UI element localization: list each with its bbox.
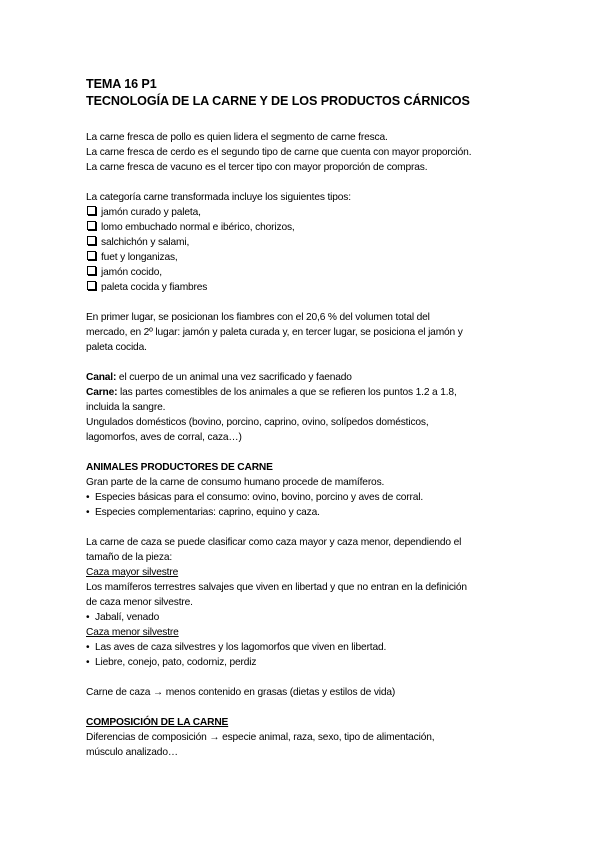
bullet-icon: •	[86, 642, 90, 653]
caza-section	[86, 535, 526, 670]
caza-mayor-line: Los mamíferos terrestres salvajes que viven en libertad y que no entran en la definición	[86, 582, 467, 593]
animales-intro: Gran parte de la carne de consumo humano procede de mamíferos.	[86, 477, 385, 488]
caza-mayor-heading: Caza mayor silvestre	[86, 567, 179, 578]
list-item: salchichón y salami,	[86, 235, 526, 250]
bullet-icon: •	[86, 507, 90, 518]
intro-line: La carne fresca de pollo es quien lidera el segmento de carne fresca.	[86, 132, 388, 143]
transformada-intro: La categoría carne transformada incluye los siguientes tipos:	[86, 192, 351, 203]
carne-label: Carne:	[86, 387, 118, 398]
bullet-icon: •	[86, 492, 90, 503]
posicion-paragraph	[86, 310, 526, 355]
checkbox-icon	[87, 236, 96, 245]
transformada-section	[86, 190, 526, 295]
bullet-icon: •	[86, 657, 90, 668]
posicion-line: En primer lugar, se posicionan los fiambres con el 20,6 % del volumen total del	[86, 312, 430, 323]
checkbox-icon	[87, 266, 96, 275]
checkbox-icon	[87, 206, 96, 215]
canal-text: el cuerpo de un animal una vez sacrificado y faenado	[116, 372, 352, 383]
carne-text: las partes comestibles de los animales a que se refieren los puntos 1.2 a 1.8,	[117, 387, 457, 398]
document-title-line-1: TEMA 16 P1	[86, 77, 157, 91]
list-item: lomo embuchado normal e ibérico, chorizos,	[86, 220, 526, 235]
list-item: • Jabalí, venado	[86, 612, 160, 623]
composicion-line: Diferencias de composición → especie animal, raza, sexo, tipo de alimentación,	[86, 732, 435, 743]
composicion-line: músculo analizado…	[86, 747, 178, 758]
animales-heading: ANIMALES PRODUCTORES DE CARNE	[86, 462, 273, 473]
intro-line: La carne fresca de cerdo es el segundo tipo de carne que cuenta con mayor proporción.	[86, 147, 472, 158]
posicion-line: mercado, en 2º lugar: jamón y paleta curada y, en tercer lugar, se posiciona el jamón y	[86, 327, 463, 338]
canal-definition	[86, 370, 526, 385]
list-item: • Las aves de caza silvestres y los lagomorfos que viven en libertad.	[86, 642, 387, 653]
intro-line: La carne fresca de vacuno es el tercer tipo con mayor proporción de compras.	[86, 162, 428, 173]
list-item: • Especies básicas para el consumo: ovino, bovino, porcino y aves de corral.	[86, 492, 424, 503]
caza-mayor-line: de caza menor silvestre.	[86, 597, 193, 608]
title-block	[86, 76, 526, 110]
definitions-section	[86, 370, 526, 445]
animales-section	[86, 460, 526, 520]
list-item: jamón curado y paleta,	[86, 205, 526, 220]
intro-paragraph	[86, 130, 526, 175]
caza-line: tamaño de la pieza:	[86, 552, 173, 563]
list-item: • Especies complementarias: caprino, equino y caza.	[86, 507, 320, 518]
list-item: jamón cocido,	[86, 265, 526, 280]
document-page	[86, 76, 526, 760]
composicion-heading: COMPOSICIÓN DE LA CARNE	[86, 717, 229, 728]
caza-line: La carne de caza se puede clasificar como caza mayor y caza menor, dependiendo el	[86, 537, 462, 548]
document-title-line-2: TECNOLOGÍA DE LA CARNE Y DE LOS PRODUCTOS CÁRNICOS	[86, 94, 470, 108]
canal-label: Canal:	[86, 372, 117, 383]
list-item: fuet y longanizas,	[86, 250, 526, 265]
caza-menor-heading: Caza menor silvestre	[86, 627, 179, 638]
bullet-icon: •	[86, 612, 90, 623]
checkbox-icon	[87, 251, 96, 260]
ungulados-line: Ungulados domésticos (bovino, porcino, caprino, ovino, solípedos domésticos,	[86, 417, 429, 428]
list-item: • Liebre, conejo, pato, codorniz, perdiz	[86, 657, 257, 668]
composicion-section	[86, 715, 526, 760]
checkbox-icon	[87, 221, 96, 230]
posicion-line: paleta cocida.	[86, 342, 147, 353]
carne-definition	[86, 385, 526, 400]
ungulados-line: lagomorfos, aves de corral, caza…)	[86, 432, 242, 443]
carne-definition-cont: incluida la sangre.	[86, 402, 166, 413]
checkbox-icon	[87, 281, 96, 290]
list-item: paleta cocida y fiambres	[86, 280, 526, 295]
caza-grasa-line: Carne de caza → menos contenido en grasas (dietas y estilos de vida)	[86, 687, 396, 698]
